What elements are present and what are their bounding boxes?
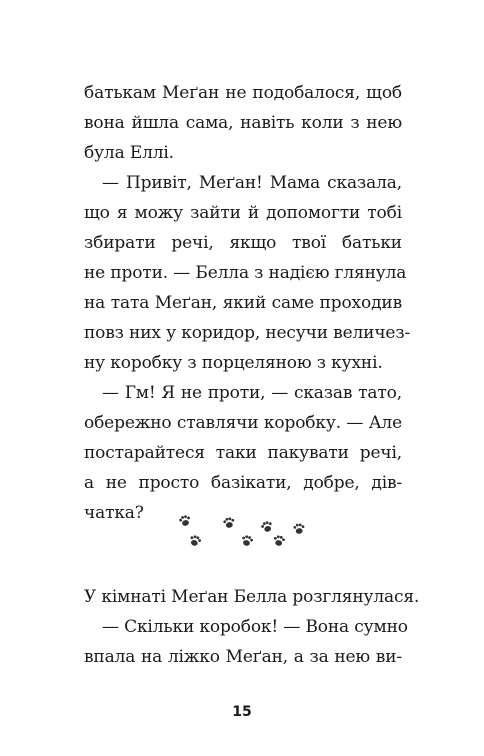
- text-line: — Привіт, Меґан! Мама сказала,: [102, 173, 402, 193]
- paw-print-icon: [238, 532, 255, 549]
- paw-prints-icon: [170, 510, 310, 554]
- text-line: ну коробку з порцеляною з кухні.: [84, 353, 383, 373]
- paw-print-icon: [291, 521, 306, 536]
- text-line: впала на ліжко Меґан, а за нею ви-: [84, 647, 402, 667]
- text-line: обережно ставлячи коробку. — Але: [84, 413, 402, 433]
- text-line: що я можу зайти й допомогти тобі: [84, 203, 402, 223]
- paw-print-icon: [221, 515, 237, 531]
- page-number: 15: [232, 704, 252, 720]
- text-line: вона йшла сама, навіть коли з нею: [84, 113, 402, 133]
- text-line: збирати речі, якщо твої батьки: [84, 233, 402, 253]
- page-text-top: [84, 78, 411, 528]
- text-line: батькам Меґан не подобалося, щоб: [84, 83, 402, 103]
- text-line: а не просто базікати, добре, дів-: [84, 473, 402, 493]
- text-line: чатка?: [84, 503, 144, 523]
- text-line: У кімнаті Меґан Белла розглянулася.: [84, 587, 420, 607]
- page-text-bottom: [84, 582, 420, 672]
- text-line: — Скільки коробок! — Вона сумно: [102, 617, 408, 637]
- text-line: на тата Меґан, який саме проходив: [84, 293, 402, 313]
- paw-print-icon: [186, 532, 204, 550]
- text-line: повз них у коридор, несучи величез-: [84, 323, 411, 343]
- text-line: не проти. — Белла з надією глянула: [84, 263, 407, 283]
- text-line: — Гм! Я не проти, — сказав тато,: [102, 383, 402, 403]
- text-line: була Еллі.: [84, 143, 174, 163]
- text-line: постарайтеся таки пакувати речі,: [84, 443, 402, 463]
- paw-print-icon: [176, 512, 193, 529]
- paw-print-icon: [271, 533, 287, 549]
